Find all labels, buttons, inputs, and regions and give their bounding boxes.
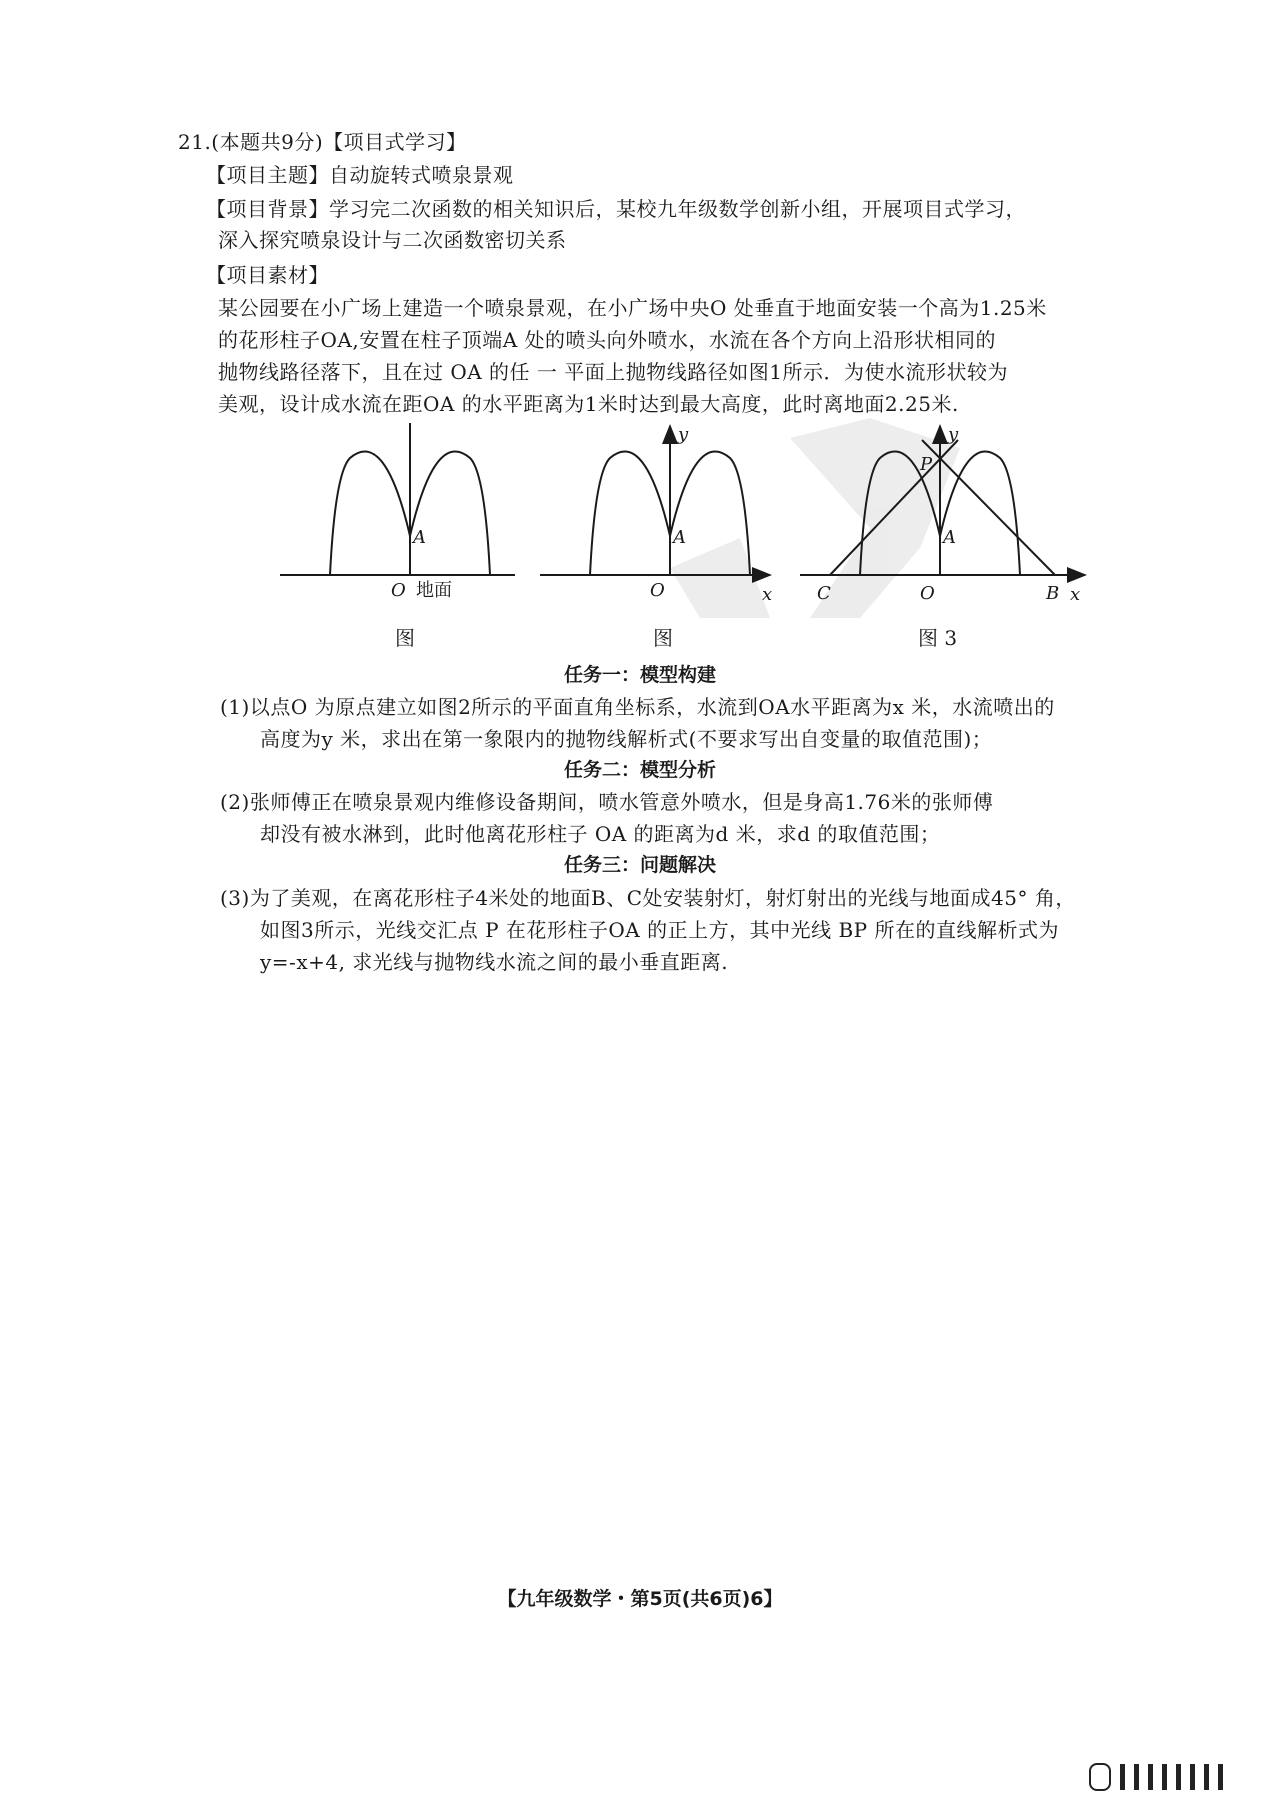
fig1-label-a: A bbox=[413, 527, 426, 548]
project-material-title: 【项目素材】 bbox=[206, 263, 329, 287]
question-header: 21.(本题共9分)【项目式学习】 bbox=[178, 130, 467, 154]
fig2-caption: 图 bbox=[653, 626, 673, 650]
task2-title: 任务二：模型分析 bbox=[563, 759, 716, 781]
q2-line-2: 却没有被水淋到，此时他离花形柱子 OA 的距离为d 米，求d 的取值范围； bbox=[260, 822, 941, 846]
project-material-line-4: 美观，设计成水流在距OA 的水平距离为1米时达到最大高度，此时离地面2.25米. bbox=[218, 392, 959, 416]
q1-line-2: 高度为y 米，求出在第一象限内的抛物线解析式(不要求写出自变量的取值范围)； bbox=[260, 727, 993, 751]
fig3-label-b: B bbox=[1046, 583, 1060, 604]
fig3-light-bp bbox=[922, 440, 1055, 575]
watermark-bars bbox=[1088, 1762, 1244, 1792]
page-footer: 【九年级数学・第5页(共6页)6】 bbox=[497, 1588, 783, 1610]
fig3-label-y: y bbox=[948, 424, 959, 445]
q3-line-1: (3)为了美观，在离花形柱子4米处的地面B、C处安装射灯，射灯射出的光线与地面成45° 角， bbox=[220, 886, 1076, 910]
fig1-label-o: O bbox=[391, 580, 406, 601]
project-material-line-3: 抛物线路径落下，且在过 OA 的任 一 平面上抛物线路径如图1所示．为使水流形状较为 bbox=[218, 360, 1008, 384]
fig3-label-a: A bbox=[943, 527, 956, 548]
fig3-label-c: C bbox=[817, 583, 831, 604]
fig2-label-x: x bbox=[762, 584, 773, 605]
figure-1 bbox=[280, 423, 515, 575]
task3-title: 任务三：问题解决 bbox=[563, 854, 716, 876]
q3-line-2: 如图3所示，光线交汇点 P 在花形柱子OA 的正上方，其中光线 BP 所在的直线解析式为 bbox=[260, 918, 1059, 942]
project-background-line-2: 深入探究喷泉设计与二次函数密切关系 bbox=[218, 228, 567, 252]
project-background-line-1: 【项目背景】学习完二次函数的相关知识后，某校九年级数学创新小组，开展项目式学习， bbox=[206, 197, 1026, 221]
q3-line-3: y=-x+4, 求光线与抛物线水流之间的最小垂直距离. bbox=[260, 950, 729, 974]
fig2-label-o: O bbox=[650, 580, 665, 601]
fig2-left-arc bbox=[590, 451, 670, 575]
fig1-caption: 图 bbox=[395, 626, 415, 650]
fig1-left-arc bbox=[330, 451, 410, 575]
q1-line-1: (1)以点O 为原点建立如图2所示的平面直角坐标系，水流到OA水平距离为x 米，水流喷出的 bbox=[220, 695, 1055, 719]
fig3-label-x: x bbox=[1070, 584, 1081, 605]
project-material-line-2: 的花形柱子OA,安置在柱子顶端A 处的喷头向外喷水，水流在各个方向上沿形状相同的 bbox=[218, 328, 996, 352]
project-material-line-1: 某公园要在小广场上建造一个喷泉景观，在小广场中央O 处垂直于地面安装一个高为1.25米 bbox=[218, 296, 1047, 320]
fig3-label-o: O bbox=[920, 583, 935, 604]
task1-title: 任务一：模型构建 bbox=[563, 664, 716, 686]
fig3-label-p: P bbox=[920, 454, 933, 475]
figures-panel bbox=[270, 418, 1100, 618]
fig3-caption: 图 3 bbox=[918, 626, 958, 650]
fig2-label-y: y bbox=[678, 424, 689, 445]
watermark-mark bbox=[670, 418, 960, 618]
q2-line-1: (2)张师傅正在喷泉景观内维修设备期间，喷水管意外喷水，但是身高1.76米的张师傅 bbox=[220, 790, 994, 814]
fig1-label-ground: 地面 bbox=[416, 580, 452, 601]
fig2-label-a: A bbox=[673, 527, 686, 548]
project-theme: 【项目主题】自动旋转式喷泉景观 bbox=[206, 163, 514, 187]
fig1-right-arc bbox=[410, 451, 490, 575]
